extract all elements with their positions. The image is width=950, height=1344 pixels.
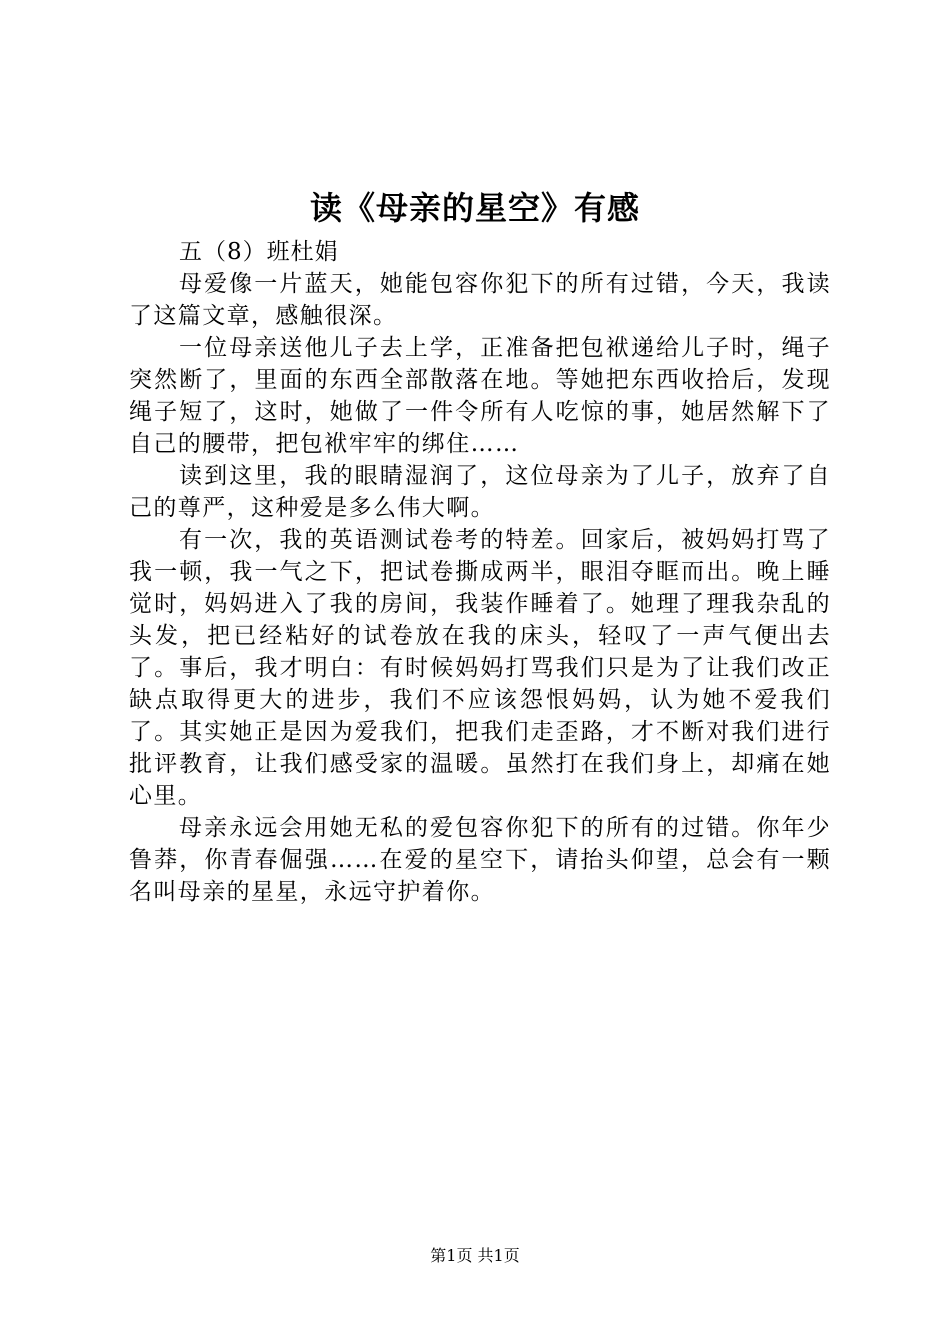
paragraph-2: 一位母亲送他儿子去上学，正准备把包袱递给儿子时，绳子突然断了，里面的东西全部散落在地。等她把东西收拾后，发现绳子短了，这时，她做了一件令所有人吃惊的事，她居然解下了自己的腰带，把包袱牢牢的绑住……: [129, 335, 831, 457]
paragraph-4: 有一次，我的英语测试卷考的特差。回家后，被妈妈打骂了我一顿，我一气之下，把试卷撕成两半，眼泪夺眶而出。晚上睡觉时，妈妈进入了我的房间，我装作睡着了。她理了理我杂乱的头发，把已经粘好的试卷放在我的床头，轻叹了一声气便出去了。事后，我才明白：有时候妈妈打骂我们只是为了让我们改正缺点取得更大的进步，我们不应该怨恨妈妈，认为她不爱我们了。其实她正是因为爱我们，把我们走歪路，才不断对我们进行批评教育，让我们感受家的温暖。虽然打在我们身上，却痛在她心里。: [129, 527, 831, 809]
paragraph-3: 读到这里，我的眼睛湿润了，这位母亲为了儿子，放弃了自己的尊严，这种爱是多么伟大啊。: [129, 463, 831, 521]
paragraph-5: 母亲永远会用她无私的爱包容你犯下的所有的过错。你年少鲁莽，你青春倔强……在爱的星空下，请抬头仰望，总会有一颗名叫母亲的星星，永远守护着你。: [129, 815, 831, 905]
page-footer: 第1页 共1页: [430, 1246, 520, 1265]
paragraph-1: 母爱像一片蓝天，她能包容你犯下的所有过错，今天，我读了这篇文章，感触很深。: [129, 271, 831, 329]
author-line: 五（8）班杜娟: [179, 239, 339, 265]
article-body: [129, 236, 831, 908]
page-title: 读《母亲的星空》有感: [309, 189, 640, 227]
